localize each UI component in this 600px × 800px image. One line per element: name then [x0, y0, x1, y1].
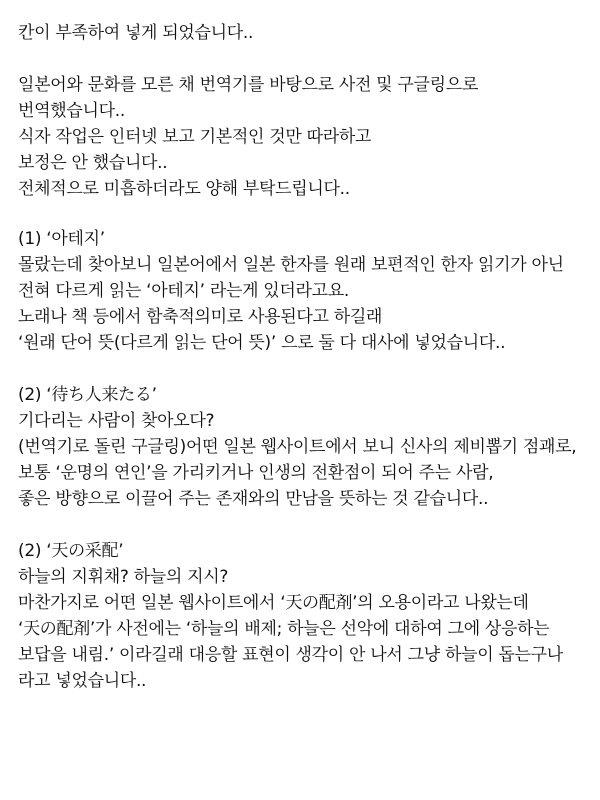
intro-line-4: 식자 작업은 인터넷 보고 기본적인 것만 따라하고: [18, 127, 372, 147]
section2-line-2: (번역기로 돌린 구글링)어떤 일본 웹사이트에서 보니 신사의 제비뽑기 점괘로,: [18, 437, 577, 457]
section2-line-3: 보통 ‘운명의 연인’을 가리키거나 인생의 전환점이 되어 주는 사람,: [18, 463, 494, 483]
section1-line-1: 몰랐는데 찾아보니 일본어에서 일본 한자를 원래 보편적인 한자 읽기가 아닌: [18, 255, 564, 275]
section3-line-1: 하늘의 지휘채? 하늘의 지시?: [18, 567, 229, 587]
section1-line-2: 전혀 다르게 읽는 ‘아테지’ 라는게 있더라고요.: [18, 281, 350, 301]
intro-line-5: 보정은 안 했습니다..: [18, 153, 168, 173]
section1-line-4: ‘원래 단어 뜻(다르게 읽는 단어 뜻)’ 으로 둘 다 대사에 넣었습니다..: [18, 333, 506, 353]
section3-line-2: 마찬가지로 어떤 일본 웹사이트에서 ‘天の配剤’의 오용이라고 나왔는데: [18, 593, 529, 613]
section2-line-1: 기다리는 사람이 찾아오다?: [18, 411, 215, 431]
section1-line-3: 노래나 책 등에서 함축적의미로 사용된다고 하길래: [18, 307, 383, 327]
section1-heading: (1) ‘아테지’: [18, 229, 105, 249]
section2-heading: (2) ‘待ち人来たる’: [18, 385, 157, 405]
intro-line-2: 일본어와 문화를 모른 채 번역기를 바탕으로 사전 및 구글링으로: [18, 75, 479, 95]
section3-line-4: 보답을 내림.’ 이라길래 대응할 표현이 생각이 안 나서 그냥 하늘이 돕는구나: [18, 645, 563, 665]
section3-line-5: 라고 넣었습니다..: [18, 671, 147, 691]
intro-line-6: 전체적으로 미흡하더라도 양해 부탁드립니다..: [18, 179, 350, 199]
intro-line-1: 칸이 부족하여 넣게 되었습니다..: [18, 23, 254, 43]
section2-line-4: 좋은 방향으로 이끌어 주는 존재와의 만남을 뜻하는 것 같습니다..: [18, 489, 489, 509]
section3-heading: (2) ‘天の采配’: [18, 541, 124, 561]
section3-line-3: ‘天の配剤’가 사전에는 ‘하늘의 배제; 하늘은 선악에 대하여 그에 상응하는: [18, 619, 550, 639]
intro-line-3: 번역했습니다..: [18, 101, 125, 121]
